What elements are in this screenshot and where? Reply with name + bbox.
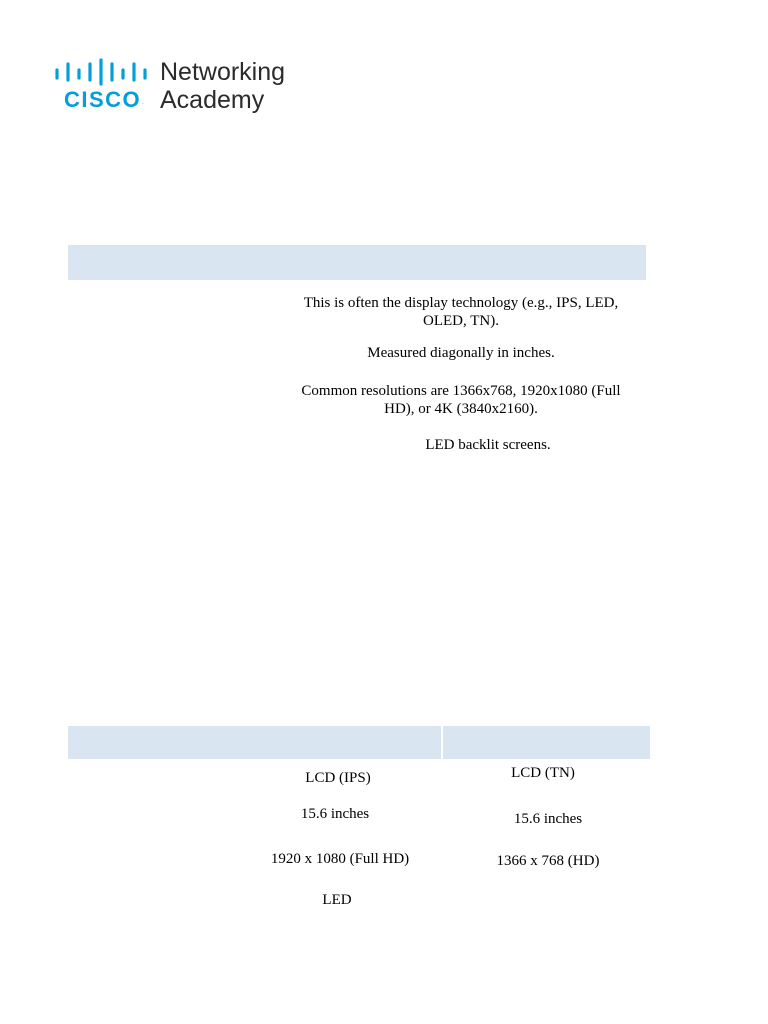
table1-cell-resolution: Common resolutions are 1366x768, 1920x1080 (Full HD), or 4K (3840x2160). bbox=[301, 383, 621, 417]
table2-col2-display-type: LCD (TN) bbox=[511, 765, 575, 781]
table1-header-row bbox=[68, 245, 646, 280]
table1-cell-display-type: This is often the display technology (e.g., IPS, LED, OLED, TN). bbox=[303, 295, 619, 329]
cisco-wordmark: CISCO bbox=[64, 87, 142, 112]
table2-header-cell-right bbox=[443, 726, 650, 759]
cisco-bars-icon bbox=[54, 58, 150, 88]
table1-cell-backlight: LED backlit screens. bbox=[425, 437, 551, 453]
table2-col1-resolution: 1920 x 1080 (Full HD) bbox=[270, 851, 410, 867]
table1-cell-screen-size: Measured diagonally in inches. bbox=[367, 345, 555, 361]
table2-col1-screen-size: 15.6 inches bbox=[300, 806, 370, 822]
logo-academy-text: Academy bbox=[160, 86, 265, 114]
table2-col2-resolution: 1366 x 768 (HD) bbox=[496, 853, 600, 869]
table2-col1-display-type: LCD (IPS) bbox=[305, 770, 371, 786]
logo-networking-text: Networking bbox=[160, 58, 286, 86]
trademark-mark: . bbox=[142, 100, 144, 106]
table2-col2-screen-size: 15.6 inches bbox=[513, 811, 583, 827]
cisco-networking-academy-logo bbox=[54, 58, 314, 118]
table2-col1-backlight: LED bbox=[322, 892, 352, 908]
table2-header-cell-left bbox=[68, 726, 441, 759]
